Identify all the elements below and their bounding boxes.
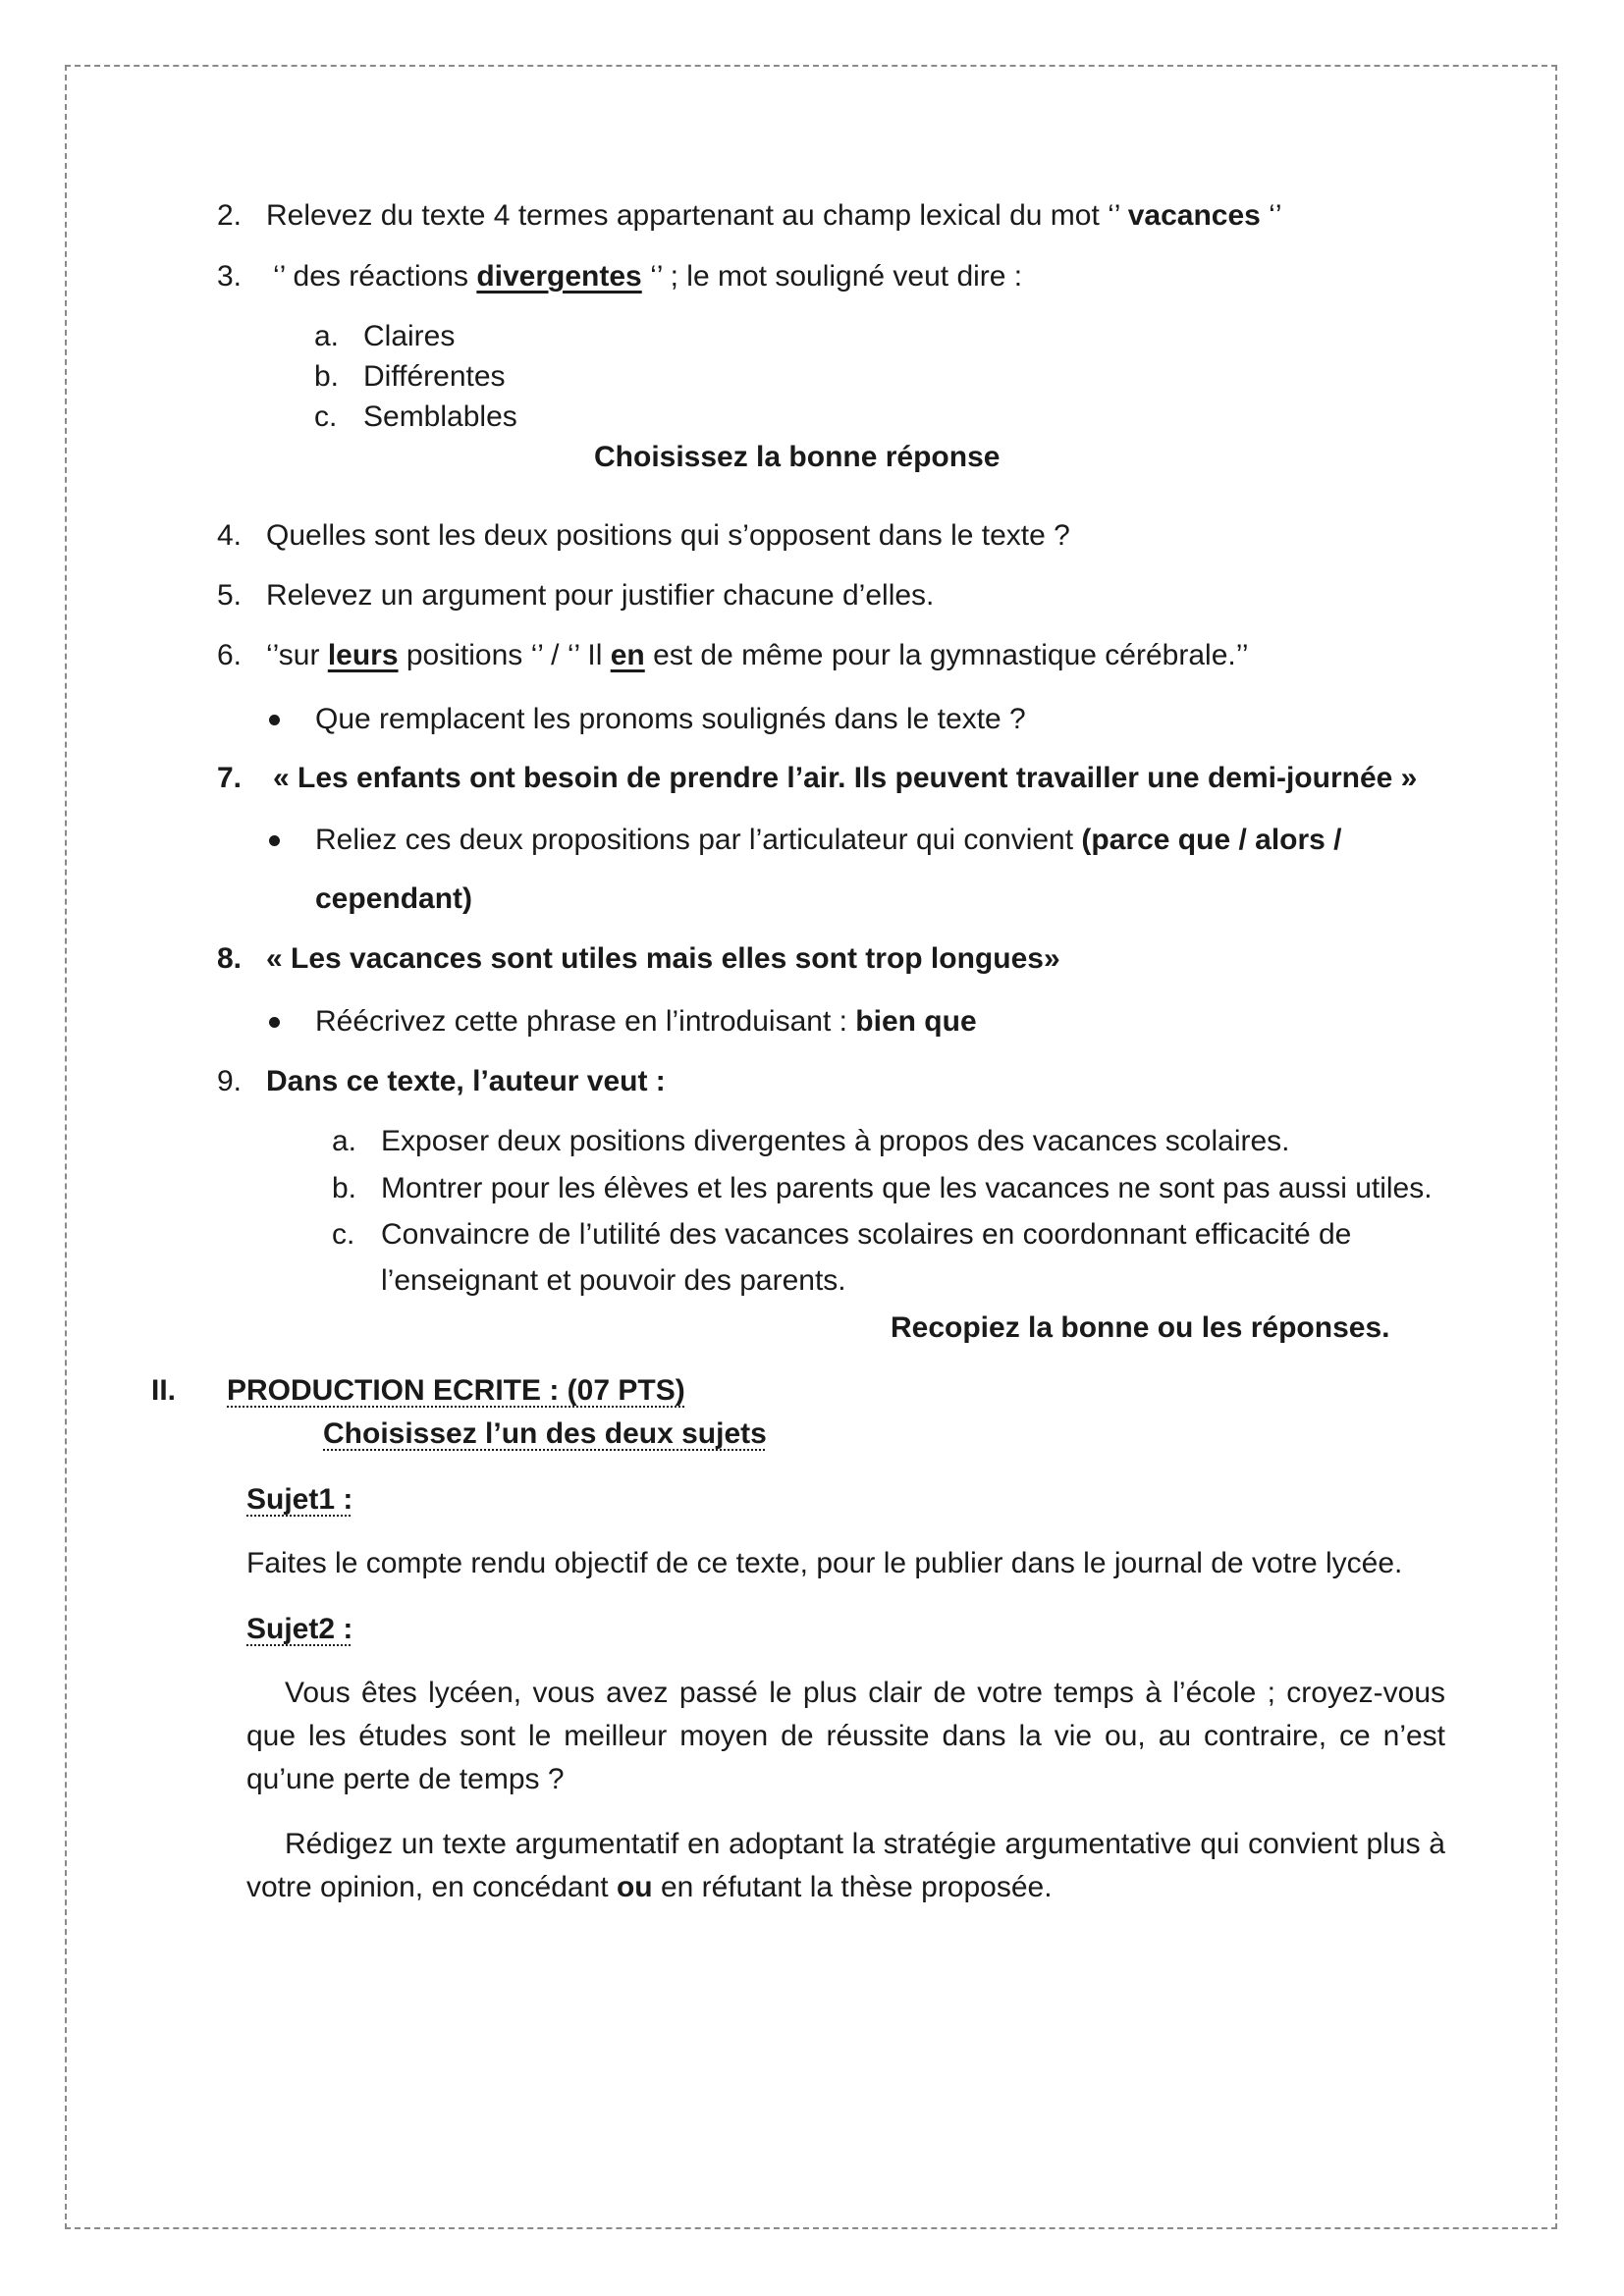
question-5-text: Relevez un argument pour justifier chacune d’elles. — [266, 579, 935, 612]
question-2-number: 2. — [217, 199, 243, 232]
question-2 — [266, 197, 1282, 235]
option-letter: a. — [314, 320, 340, 352]
question-6 — [266, 637, 1249, 674]
section-numeral: II. — [151, 1374, 177, 1407]
question-6-pronoun-1: leurs — [327, 639, 399, 671]
bullet-icon — [269, 1017, 280, 1028]
question-6-text-end: est de même pour la gymnastique cérébrale.’’ — [644, 639, 1249, 671]
question-3-text: ‘’ des réactions — [273, 260, 477, 293]
question-8-number: 8. — [217, 942, 243, 975]
bullet-icon — [269, 835, 280, 846]
option-text: Convaincre de l’utilité des vacances scolaires en coordonnant efficacité de — [381, 1218, 1352, 1251]
sujet2-paragraph-2-text: Rédigez un texte argumentatif en adoptant la stratégie argumentative qui convient plus à votre opinion, en concédant — [246, 1828, 1445, 1903]
question-8-bullet-text: Réécrivez cette phrase en l’introduisant : — [315, 1005, 856, 1038]
option-text: Claires — [363, 320, 456, 352]
sujet2-paragraph-1-end: qu’une perte de temps ? — [246, 1763, 565, 1795]
question-7-bullet-text: Reliez ces deux propositions par l’articulateur qui convient — [315, 824, 1082, 856]
option-text: Exposer deux positions divergentes à propos des vacances scolaires. — [381, 1125, 1290, 1157]
sujet2-label: Sujet2 : — [246, 1613, 353, 1645]
question-3-instruction: Choisissez la bonne réponse — [594, 441, 1001, 473]
question-3 — [273, 258, 1022, 295]
question-9-number: 9. — [217, 1065, 243, 1097]
sujet2-paragraph-1: Vous êtes lycéen, vous avez passé le plus clair de votre temps à l’école ; croyez-vous que les études sont le meilleur moyen de réussite dans la vie ou, au contraire, ce n’est — [246, 1677, 1445, 1752]
question-6-pronoun-2: en — [610, 639, 645, 671]
question-5-number: 5. — [217, 579, 243, 612]
question-3-text-end: ‘’ ; le mot souligné veut dire : — [641, 260, 1023, 293]
question-7-bullet — [315, 822, 1342, 859]
question-2-keyword: vacances — [1127, 199, 1261, 232]
sujet1-text: Faites le compte rendu objectif de ce texte, pour le publier dans le journal de votre lycée. — [246, 1547, 1403, 1579]
sujet1-label: Sujet1 : — [246, 1483, 353, 1516]
bullet-icon — [269, 715, 280, 725]
sujet2-paragraph-2-bold: ou — [616, 1871, 653, 1903]
option-text: Semblables — [363, 400, 517, 433]
question-4-number: 4. — [217, 519, 243, 552]
option-letter: c. — [332, 1218, 355, 1251]
question-6-bullet: Que remplacent les pronoms soulignés dans le texte ? — [315, 703, 1026, 735]
question-2-text: Relevez du texte 4 termes appartenant au champ lexical du mot ‘’ — [266, 199, 1128, 232]
option-letter: c. — [314, 400, 338, 433]
question-7-connectors: (parce que / alors / — [1081, 824, 1342, 856]
option-letter: b. — [332, 1172, 357, 1204]
question-8-text: « Les vacances sont utiles mais elles sont trop longues» — [266, 942, 1060, 975]
sujet2-paragraph-2-end: en réfutant la thèse proposée. — [660, 1871, 1053, 1903]
option-text: Différentes — [363, 360, 506, 393]
question-9-text: Dans ce texte, l’auteur veut : — [266, 1065, 666, 1097]
sujet2-paragraph-2 — [246, 1823, 1445, 1909]
question-6-text: ‘’sur — [266, 639, 328, 671]
question-2-quote-close: ‘’ — [1260, 199, 1282, 232]
option-letter: a. — [332, 1125, 357, 1157]
question-8-connector: bien que — [855, 1005, 977, 1038]
question-6-text-mid: positions ‘’ / ‘’ Il — [398, 639, 611, 671]
question-3-number: 3. — [217, 260, 243, 293]
question-6-number: 6. — [217, 639, 243, 671]
option-letter: b. — [314, 360, 340, 393]
question-9-instruction: Recopiez la bonne ou les réponses. — [891, 1311, 1390, 1344]
section-subtitle: Choisissez l’un des deux sujets — [323, 1417, 767, 1450]
option-text: Montrer pour les élèves et les parents que les vacances ne sont pas aussi utiles. — [381, 1172, 1433, 1204]
question-3-underlined-word: divergentes — [476, 260, 642, 293]
question-8-bullet — [315, 1003, 977, 1041]
option-text-continued: l’enseignant et pouvoir des parents. — [381, 1264, 846, 1297]
question-7-number: 7. — [217, 762, 243, 794]
question-7-connectors-end: cependant) — [315, 882, 473, 915]
question-4-text: Quelles sont les deux positions qui s’opposent dans le texte ? — [266, 519, 1070, 552]
question-7-text: « Les enfants ont besoin de prendre l’air. Ils peuvent travailler une demi-journée » — [273, 762, 1418, 794]
section-title: PRODUCTION ECRITE : (07 PTS) — [227, 1374, 685, 1407]
